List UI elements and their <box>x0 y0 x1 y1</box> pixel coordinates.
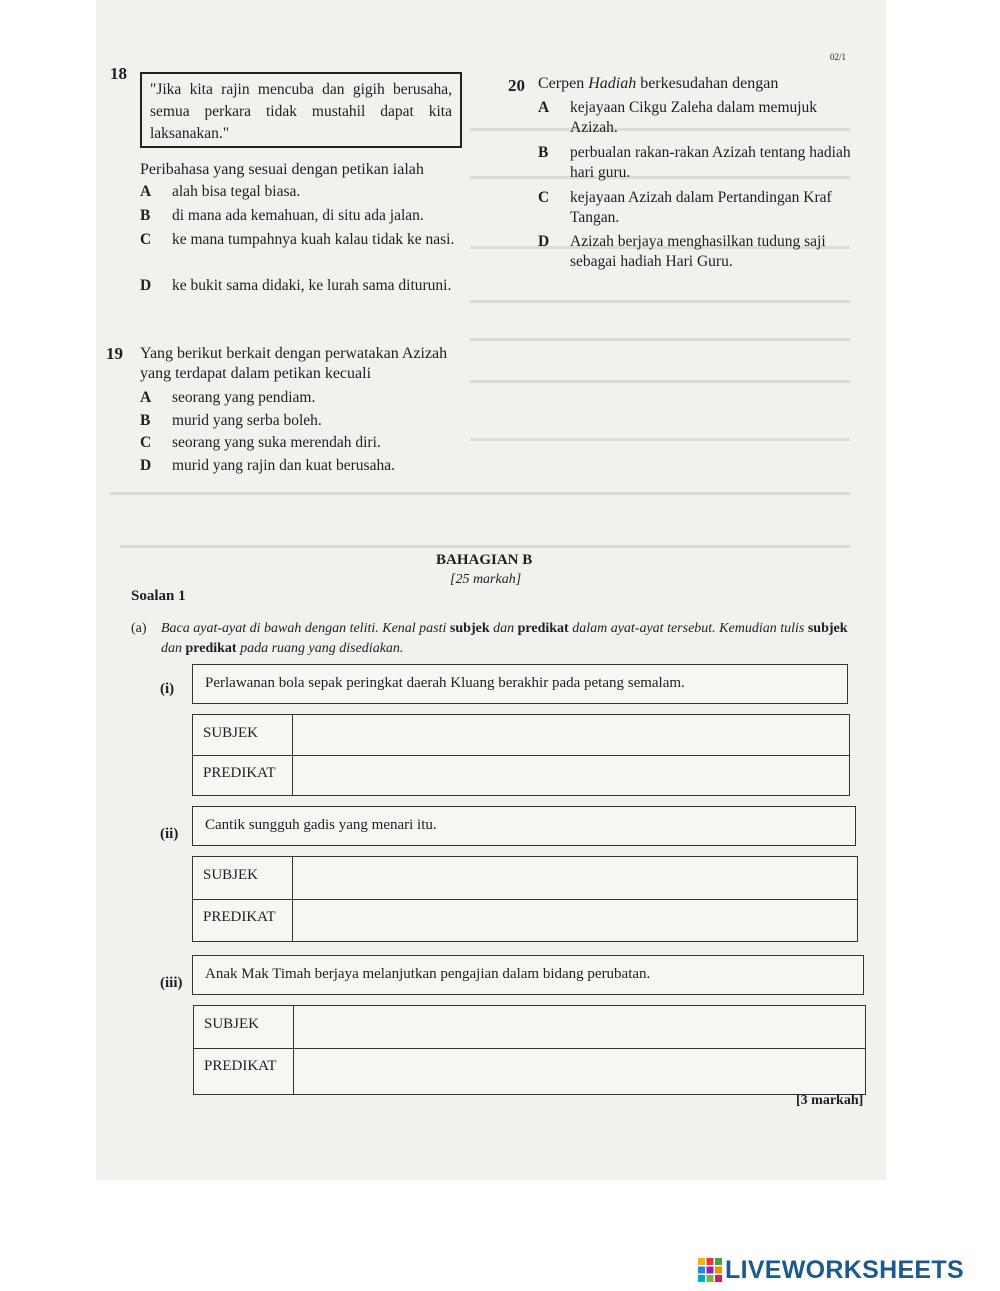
item-roman: (ii) <box>160 826 179 842</box>
predikat-row <box>193 755 849 795</box>
instr-keyword: subjek <box>449 621 490 636</box>
option-letter: B <box>538 144 549 161</box>
option-letter: B <box>140 412 151 429</box>
q20-stem <box>538 74 778 94</box>
q18-quote-box <box>140 72 462 148</box>
option-letter: D <box>140 457 152 474</box>
option-text: Azizah berjaya menghasilkan tudung saji sebagai hadiah Hari Guru. <box>570 233 826 270</box>
predikat-label: PREDIKAT <box>193 899 293 941</box>
predikat-row <box>193 899 857 941</box>
page-code: 02/1 <box>830 52 847 62</box>
instr-keyword: predikat <box>517 621 569 636</box>
soalan-label: Soalan 1 <box>131 588 186 604</box>
option-letter: A <box>140 389 152 406</box>
subjek-row <box>193 715 849 756</box>
q19-number: 19 <box>106 344 123 363</box>
q18-quote: "Jika kita rajin mencuba dan gigih berusaha, semua perkara tidak mustahil dapat kita laksanakan." <box>150 81 452 142</box>
subjek-label: SUBJEK <box>194 1006 294 1048</box>
item-roman: (iii) <box>160 975 183 991</box>
option-letter: C <box>140 231 152 248</box>
option-text: seorang yang suka merendah diri. <box>172 434 381 451</box>
liveworksheets-wordmark: LIVEWORKSHEETS <box>725 1255 964 1284</box>
item-roman: (i) <box>160 681 175 697</box>
liveworksheets-icon <box>698 1258 722 1282</box>
sentence-text: Anak Mak Timah berjaya melanjutkan pengajian dalam bidang perubatan. <box>205 966 651 982</box>
instructions <box>161 619 851 659</box>
predikat-label: PREDIKAT <box>193 755 293 795</box>
option-letter: B <box>140 207 151 224</box>
option-letter: D <box>538 233 550 250</box>
subjek-input-i[interactable] <box>295 721 845 751</box>
total-marks: [3 markah] <box>796 1093 864 1108</box>
option-text: murid yang serba boleh. <box>172 412 322 429</box>
subjek-label: SUBJEK <box>193 857 293 899</box>
option-letter: A <box>140 183 152 200</box>
q20-stem-suffix: berkesudahan dengan <box>636 75 779 92</box>
liveworksheets-logo <box>698 1255 964 1285</box>
q20-number: 20 <box>508 76 525 95</box>
option-text: alah bisa tegal biasa. <box>172 183 301 200</box>
sentence-box-ii <box>192 806 856 846</box>
option-letter: D <box>140 277 152 294</box>
option-letter: C <box>140 434 152 451</box>
option-text: kejayaan Cikgu Zaleha dalam memujuk Azizah. <box>570 99 818 136</box>
sentence-text: Perlawanan bola sepak peringkat daerah Kluang berakhir pada petang semalam. <box>205 675 685 691</box>
predikat-input-i[interactable] <box>295 761 845 791</box>
instr-text: pada ruang yang disediakan. <box>236 641 404 656</box>
sentence-text: Cantik sungguh gadis yang menari itu. <box>205 817 437 833</box>
q20-stem-title: Hadiah <box>588 75 637 92</box>
subjek-row <box>194 1006 865 1049</box>
option-text: di mana ada kemahuan, di situ ada jalan. <box>172 207 424 224</box>
option-letter: C <box>538 189 550 206</box>
option-text: seorang yang pendiam. <box>172 389 316 406</box>
q20-stem-prefix: Cerpen <box>538 75 589 92</box>
option-text: ke mana tumpahnya kuah kalau tidak ke nasi. <box>172 231 455 248</box>
sentence-box-iii <box>192 955 864 995</box>
predikat-input-iii[interactable] <box>296 1054 861 1084</box>
option-text: kejayaan Azizah dalam Pertandingan Kraf Tangan. <box>570 189 832 226</box>
subjek-row <box>193 857 857 900</box>
instr-keyword: predikat <box>185 641 237 656</box>
answer-table-iii <box>193 1005 866 1095</box>
instr-text: Baca ayat-ayat di bawah dengan teliti. Kenal pasti <box>161 621 450 636</box>
instr-text: dalam ayat-ayat tersebut. Kemudian tulis <box>568 621 808 636</box>
subjek-label: SUBJEK <box>193 715 293 755</box>
option-text: ke bukit sama didaki, ke lurah sama dituruni. <box>172 277 452 294</box>
predikat-label: PREDIKAT <box>194 1048 294 1094</box>
instr-keyword: subjek <box>807 621 848 636</box>
option-text: murid yang rajin dan kuat berusaha. <box>172 457 395 474</box>
section-marks: [25 markah] <box>450 572 522 587</box>
predikat-input-ii[interactable] <box>295 905 853 935</box>
part-label: (a) <box>131 621 147 636</box>
sentence-box-i <box>192 664 848 704</box>
option-letter: A <box>538 99 550 116</box>
subjek-input-ii[interactable] <box>295 863 853 893</box>
q19-stem: Yang berikut berkait dengan perwatakan Azizah yang terdapat dalam petikan kecuali <box>140 345 448 382</box>
q18-number: 18 <box>110 64 127 83</box>
q18-stem: Peribahasa yang sesuai dengan petikan ialah <box>140 161 424 178</box>
subjek-input-iii[interactable] <box>296 1012 861 1042</box>
instr-text: dan <box>161 641 186 656</box>
answer-table-ii <box>192 856 858 942</box>
section-title: BAHAGIAN B <box>436 552 533 568</box>
option-text: perbualan rakan-rakan Azizah tentang hadiah hari guru. <box>570 144 851 181</box>
answer-table-i <box>192 714 850 796</box>
predikat-row <box>194 1048 865 1094</box>
instr-text: dan <box>489 621 518 636</box>
